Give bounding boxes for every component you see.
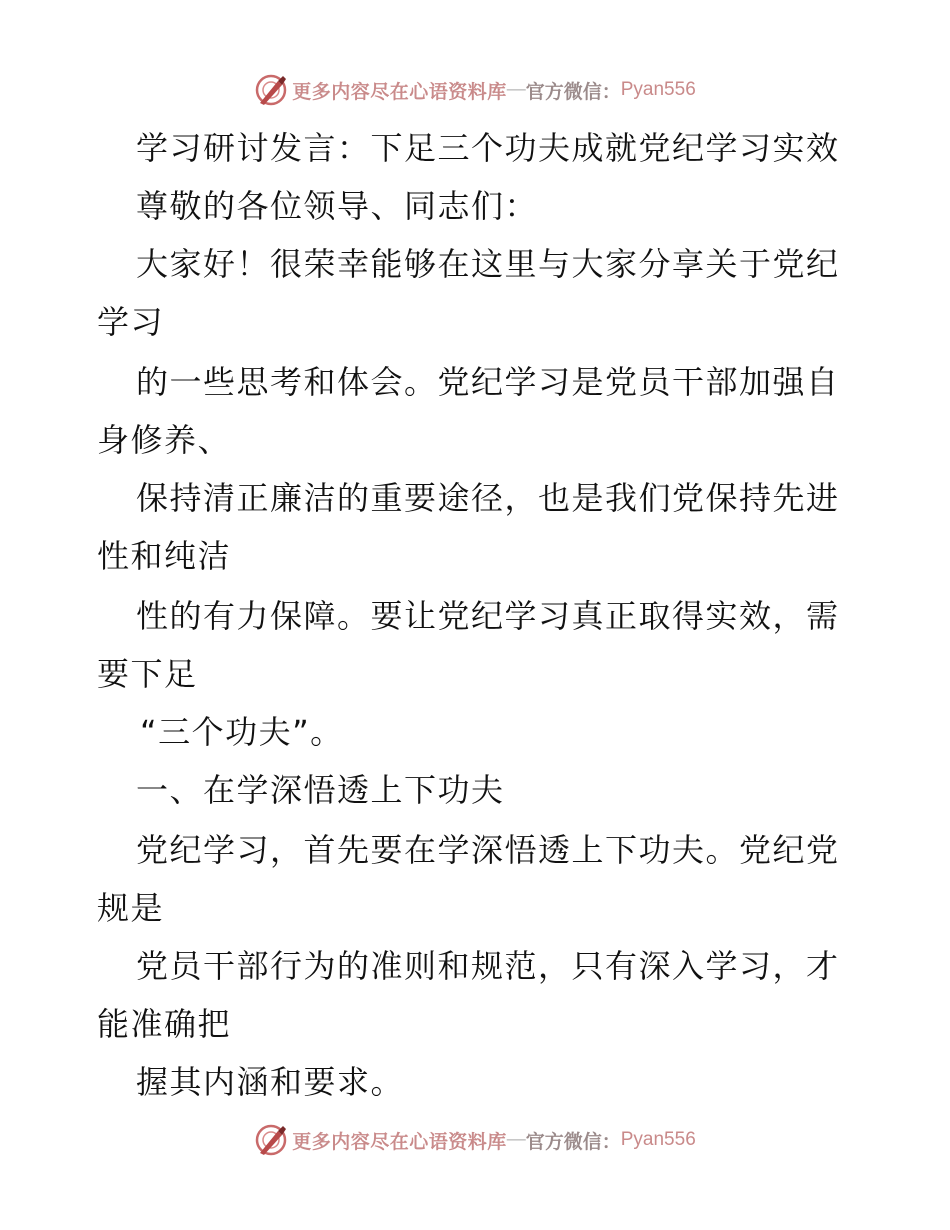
paragraph-line: 党员干部行为的准则和规范，只有深入学习，才 bbox=[136, 947, 840, 985]
paragraph-line: 保持清正廉洁的重要途径，也是我们党保持先进 bbox=[136, 479, 840, 517]
paragraph-line: 能准确把 bbox=[97, 1005, 232, 1043]
banner-separator: — bbox=[506, 1129, 526, 1150]
banner-text: 更多内容尽在心语资料库 bbox=[292, 1130, 507, 1153]
header-banner bbox=[0, 70, 950, 110]
paragraph-line: 握其内涵和要求。 bbox=[136, 1063, 405, 1101]
paragraph-line: 规是 bbox=[97, 889, 165, 927]
paragraph-line: “三个功夫”。 bbox=[140, 713, 344, 751]
pen-logo-icon bbox=[254, 73, 288, 107]
salutation: 尊敬的各位领导、同志们： bbox=[136, 187, 539, 225]
paragraph-line: 大家好！很荣幸能够在这里与大家分享关于党纪 bbox=[136, 245, 840, 283]
banner-separator: — bbox=[506, 79, 526, 100]
banner-wechat-label: 官方微信： bbox=[525, 1130, 621, 1153]
paragraph-line: 性和纯洁 bbox=[97, 537, 232, 575]
section-heading: 一、在学深悟透上下功夫 bbox=[136, 771, 505, 809]
paragraph-line: 要下足 bbox=[97, 655, 198, 693]
paragraph-line: 学习 bbox=[97, 303, 165, 341]
banner-wechat-id: Pyan556 bbox=[620, 1129, 696, 1150]
banner-wechat-label: 官方微信： bbox=[525, 80, 621, 103]
banner-text: 更多内容尽在心语资料库 bbox=[292, 80, 507, 103]
paragraph-line: 党纪学习，首先要在学深悟透上下功夫。党纪党 bbox=[136, 831, 840, 869]
document-title: 学习研讨发言：下足三个功夫成就党纪学习实效 bbox=[136, 129, 840, 167]
footer-banner bbox=[0, 1120, 950, 1160]
banner-wechat-id: Pyan556 bbox=[620, 79, 696, 100]
pen-logo-icon bbox=[254, 1123, 288, 1157]
paragraph-line: 的一些思考和体会。党纪学习是党员干部加强自 bbox=[136, 363, 840, 401]
paragraph-line: 性的有力保障。要让党纪学习真正取得实效，需 bbox=[136, 597, 840, 635]
paragraph-line: 身修养、 bbox=[97, 421, 232, 459]
